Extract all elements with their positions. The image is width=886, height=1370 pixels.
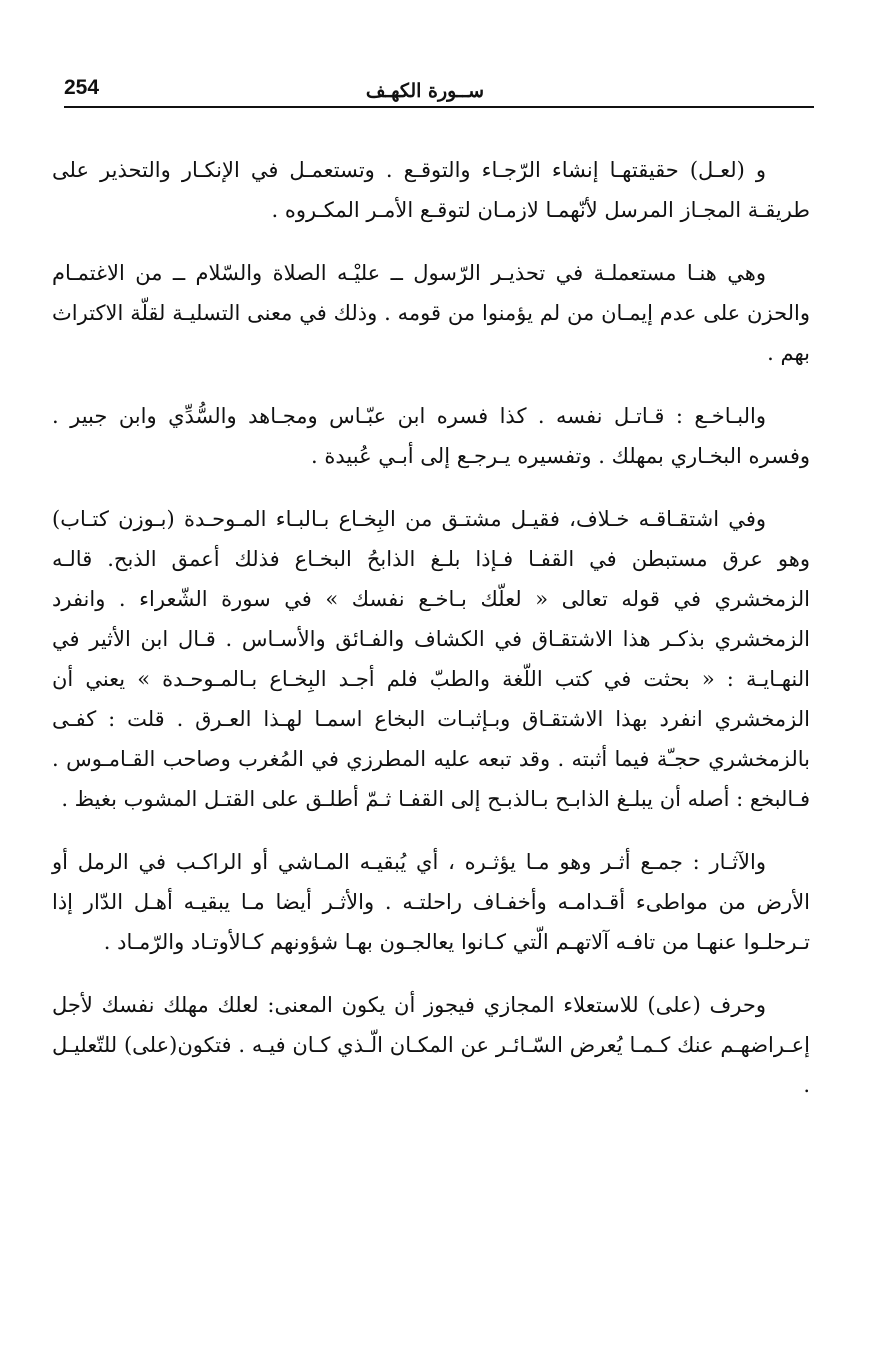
paragraph-bakhi: والبـاخـع : قـاتـل نفسه . كذا فسره ابن عبّـاس ومجـاهد والسُّدِّي وابن جبير . وفسره البخـاري بمهلك . وتفسيره يـرجـع إلى أبـي عُبيدة .	[52, 404, 810, 468]
paragraph-ishtiqaq: وفي اشتقـاقـه خـلاف، فقيـل مشتـق من البِخـاع بـالبـاء المـوحـدة (بـوزن كتـاب) وهو عرق مستبطن في القفـا فـإذا بلـغ الذابحُ البخـاع فذلك أعمق الذبح. قالـه الزمخشري في قوله تعالى « لعلّك بـاخـع نفسك » في سورة الشّعراء . وانفرد الزمخشري بذكـر هذا الاشتقـاق في الكشاف والفـائق والأسـاس . قـال ابن الأثير في النهـايـة : « بحثت في كتب اللّغة والطبّ فلم أجـد البِخـاع بـالمـوحـدة » يعني أن الزمخشري انفرد بهذا الاشتقـاق وبـإثبـات البخاع اسمـا لهـذا العـرق . قلت : كفـى بالزمخشري حجـّة فيما أثبته . وقد تبعه عليه المطرزي في المُغرب وصاحب القـامـوس . فـالبخع : أصله أن يبلـغ الذابـح بـالذبـح إلى القفـا ثـمّ أطلـق على القتـل المشوب بغيظ .	[52, 507, 810, 811]
paragraph-laal: و (لعـل) حقيقتهـا إنشاء الرّجـاء والتوقـع . وتستعمـل في الإنكـار والتحذير على طريقـة المجـاز المرسل لأنّهمـا لازمـان لتوقـع الأمـر المكـروه .	[52, 158, 810, 222]
paragraph-tahdhir: وهي هنـا مستعملـة في تحذيـر الرّسول ــ عليْـه الصلاة والسّلام ــ من الاغتمـام والحزن على عدم إيمـان من لم يؤمنوا من قومه . وذلك في معنى التسليـة لقلّة الاكتراث بهم .	[52, 261, 810, 365]
page-header	[64, 76, 814, 108]
surah-title: ســورة الكهـف	[365, 80, 484, 102]
body-text	[52, 150, 810, 1128]
page-number: 254	[64, 76, 100, 99]
paragraph-ala: وحرف (على) للاستعلاء المجازي فيجوز أن يكون المعنى: لعلك مهلك نفسك لأجل إعـراضهـم عنك كـمـا يُعرض السّـائـر عن المكـان الّـذي كـان فيـه . فتكون(على) للتّعليـل .	[52, 993, 810, 1097]
paragraph-athar: والآثـار : جمـع أثـر وهو مـا يؤثـره ، أي يُبقيـه المـاشي أو الراكـب في الرمل أو الأرض من مواطىء أقـدامـه وأخفـاف راحلتـه . والأثـر أيضا مـا يبقيـه أهـل الدّار إذا تـرحلـوا عنهـا من تافـه آلاتهـم الّتي كـانوا يعالجـون بهـا شؤونهم كـالأوتـاد والرّمـاد .	[52, 850, 810, 954]
